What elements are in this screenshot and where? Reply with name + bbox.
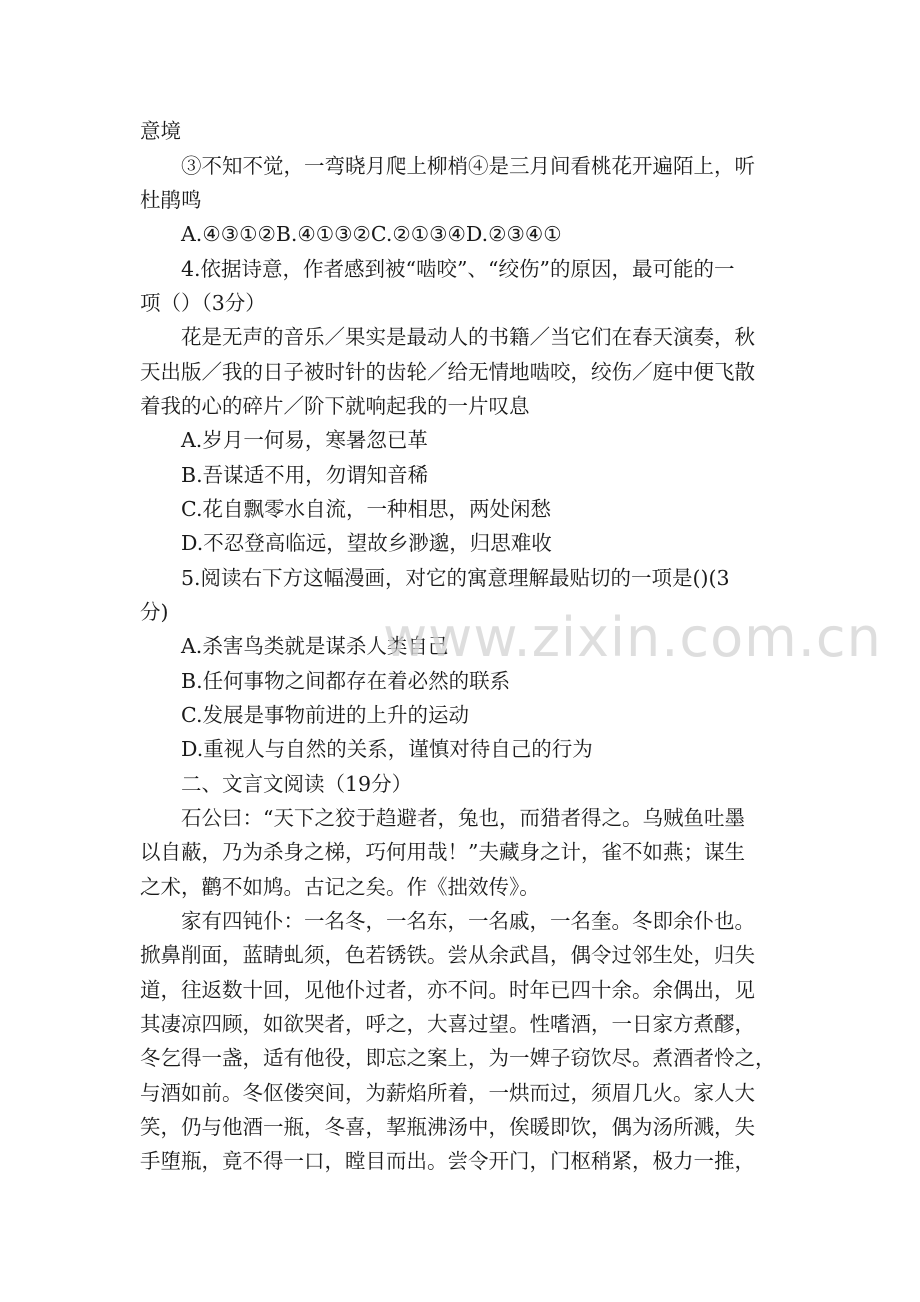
- passage-line: 与酒如前。冬伛偻突间，为薪焰所着，一烘而过，须眉几火。家人大: [140, 1081, 755, 1105]
- passage-line: 石公曰：“天下之狡于趋避者，兔也，而猎者得之。乌贼鱼吐墨: [181, 806, 745, 830]
- text-line: 项（）（3分）: [140, 291, 266, 315]
- section-heading: 二、文言文阅读（19分）: [181, 772, 413, 796]
- option-d: D.不忍登高临远，望故乡渺邈，归思难收: [181, 531, 552, 555]
- option-c: C.花自飘零水自流，一种相思，两处闲愁: [181, 497, 551, 521]
- option-b: B.任何事物之间都存在着必然的联系: [181, 669, 511, 693]
- passage-line: 笑，仍与他酒一瓶，冬喜，挈瓶沸汤中，俟暖即饮，偶为汤所溅，失: [140, 1115, 755, 1139]
- poem-line: 天出版／我的日子被时针的齿轮／给无情地啮咬，绞伤／庭中便飞散: [140, 360, 755, 384]
- text-line: 分): [140, 600, 169, 624]
- text-line: ③不知不觉，一弯晓月爬上柳梢④是三月间看桃花开遍陌上，听: [181, 154, 755, 178]
- option-d: D.重视人与自然的关系，谨慎对待自己的行为: [181, 737, 593, 761]
- passage-line: 以自蔽，乃为杀身之梯，巧何用哉！”夫藏身之计，雀不如燕；谋生: [140, 840, 745, 864]
- option-c: C.发展是事物前进的上升的运动: [181, 703, 469, 727]
- watermark: www.zixin.com.cn: [383, 606, 882, 669]
- question-5: 5.阅读右下方这幅漫画，对它的寓意理解最贴切的一项是()(3: [181, 566, 730, 590]
- passage-line: 手堕瓶，竟不得一口，瞠目而出。尝令开门，门枢稍紧，极力一推，: [140, 1149, 755, 1173]
- passage-line: 其凄凉四顾，如欲哭者，呼之，大喜过望。性嗜酒，一日家方煮醪，: [140, 1012, 755, 1036]
- passage-line: 掀鼻削面，蓝睛虬须，色若锈铁。尝从余武昌，偶令过邻生处，归失: [140, 943, 755, 967]
- passage-line: 之术，鹳不如鸠。古记之矣。作《拙效传》。: [140, 875, 540, 899]
- text-line: 意境: [140, 119, 181, 143]
- passage-line: 道，往返数十回，见他仆过者，亦不问。时年已四十余。余偶出，见: [140, 978, 755, 1002]
- option-a: A.岁月一何易，寒暑忽已革: [181, 428, 428, 452]
- option-a: A.杀害鸟类就是谋杀人类自己: [181, 634, 449, 658]
- text-line: 杜鹃鸣: [140, 188, 202, 212]
- option-b: B.吾谋适不用，勿谓知音稀: [181, 463, 429, 487]
- passage-line: 冬乞得一盏，适有他役，即忘之案上，为一婢子窃饮尽。煮酒者怜之，: [140, 1046, 776, 1070]
- passage-line: 家有四钝仆：一名冬，一名东，一名戚，一名奎。冬即余仆也。: [181, 909, 755, 933]
- answer-options-line: A.④③①②B.④①③②C.②①③④D.②③④①: [181, 222, 562, 246]
- poem-line: 花是无声的音乐／果实是最动人的书籍／当它们在春天演奏，秋: [181, 325, 755, 349]
- question-4: 4.依据诗意，作者感到被“啮咬”、“绞伤”的原因，最可能的一: [181, 257, 735, 281]
- poem-line: 着我的心的碎片／阶下就响起我的一片叹息: [140, 394, 530, 418]
